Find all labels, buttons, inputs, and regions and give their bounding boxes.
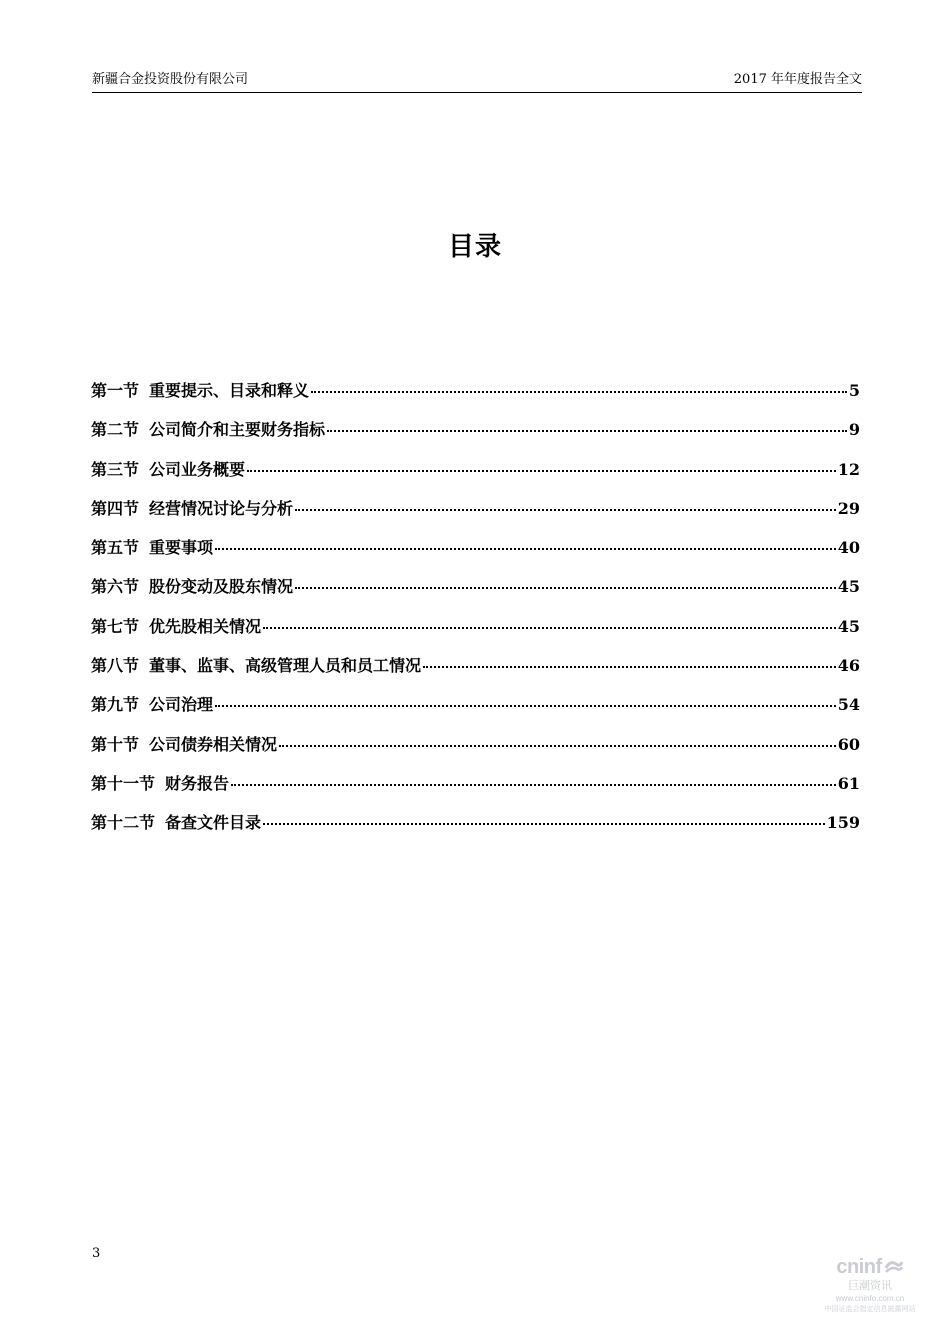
toc-dot-leader (295, 509, 836, 511)
toc-entry[interactable] (91, 535, 860, 574)
toc-page-number: 5 (848, 381, 860, 400)
toc-dot-leader (423, 666, 836, 668)
toc-dot-leader (311, 391, 847, 393)
cninfo-swirl-icon (884, 1257, 904, 1279)
toc-entry[interactable] (91, 496, 860, 535)
toc-entry[interactable] (91, 574, 860, 613)
toc-page-number: 46 (837, 656, 860, 676)
toc-entry[interactable] (91, 692, 860, 731)
toc-dot-leader (279, 745, 836, 747)
cninfo-watermark (810, 1256, 930, 1336)
toc-section-name: 公司简介和主要财务指标 (149, 420, 326, 440)
toc-entry[interactable] (91, 732, 860, 771)
toc-section-name: 备查文件目录 (165, 813, 262, 833)
toc-section-number: 第九节 (91, 695, 140, 715)
toc-section-name: 财务报告 (165, 773, 230, 793)
toc-section-number: 第六节 (91, 577, 140, 597)
toc-entry[interactable] (91, 653, 860, 692)
watermark-cn-name: 巨潮资讯 (848, 1279, 892, 1292)
table-of-contents (91, 378, 860, 850)
toc-entry[interactable] (91, 771, 860, 810)
toc-entry[interactable] (91, 457, 860, 496)
toc-section-number: 第八节 (91, 656, 140, 676)
toc-page-number: 60 (837, 734, 860, 754)
toc-dot-leader (263, 627, 836, 629)
toc-page-number: 45 (837, 616, 860, 636)
toc-page-number: 9 (848, 420, 860, 440)
toc-page-number: 159 (826, 813, 860, 833)
header-company: 新疆合金投资股份有限公司 (92, 72, 249, 87)
toc-entry[interactable] (91, 378, 860, 417)
toc-page-number: 61 (837, 773, 860, 793)
toc-section-number: 第五节 (91, 538, 140, 558)
toc-page-number: 29 (837, 498, 860, 518)
toc-section-number: 第四节 (91, 498, 140, 518)
toc-dot-leader (263, 823, 825, 825)
toc-page-number: 12 (837, 459, 860, 479)
toc-section-number: 第十二节 (91, 813, 156, 833)
toc-section-name: 重要提示、目录和释义 (149, 381, 310, 400)
toc-section-number: 第七节 (91, 616, 140, 636)
toc-entry[interactable] (91, 810, 860, 849)
toc-dot-leader (327, 430, 847, 432)
toc-section-number: 第十一节 (91, 773, 156, 793)
toc-section-number: 第十节 (91, 734, 140, 754)
toc-section-number: 第一节 (91, 381, 140, 400)
watermark-url: www.cninfo.com.cn (835, 1293, 905, 1303)
toc-section-name: 公司债券相关情况 (149, 734, 278, 754)
toc-dot-leader (295, 587, 836, 589)
toc-section-name: 股份变动及股东情况 (149, 577, 294, 597)
toc-dot-leader (215, 705, 836, 707)
toc-section-number: 第二节 (91, 420, 140, 440)
toc-section-name: 优先股相关情况 (149, 616, 262, 636)
toc-dot-leader (215, 548, 836, 550)
toc-section-name: 公司业务概要 (149, 459, 246, 479)
page-header (92, 70, 862, 93)
toc-title: 目录 (447, 232, 502, 262)
toc-entry[interactable] (91, 417, 860, 456)
toc-section-name: 重要事项 (149, 538, 214, 558)
toc-dot-leader (231, 784, 836, 786)
watermark-logo (810, 1256, 930, 1279)
toc-section-name: 董事、监事、高级管理人员和员工情况 (149, 656, 422, 676)
toc-dot-leader (247, 470, 836, 472)
watermark-logo-text: cninf (836, 1256, 882, 1278)
toc-section-number: 第三节 (91, 459, 140, 479)
toc-page-number: 54 (837, 695, 860, 715)
watermark-tagline: 中国证监会指定信息披露网站 (824, 1305, 916, 1313)
page-number: 3 (92, 1246, 101, 1261)
toc-page-number: 40 (837, 538, 860, 558)
header-report-title: 2017 年年度报告全文 (733, 72, 862, 87)
toc-entry[interactable] (91, 614, 860, 653)
toc-section-name: 公司治理 (149, 695, 214, 715)
toc-section-name: 经营情况讨论与分析 (149, 498, 294, 518)
toc-page-number: 45 (837, 577, 860, 597)
